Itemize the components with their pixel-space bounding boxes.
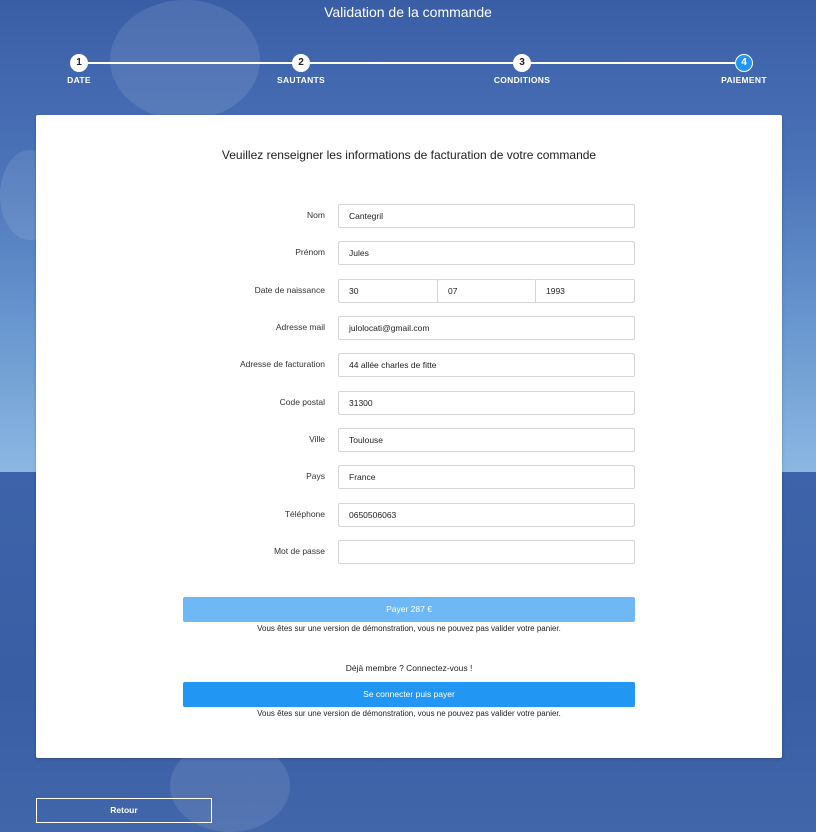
member-prompt: Déjà membre ? Connectez-vous !: [345, 663, 473, 673]
nom-input[interactable]: Cantegril: [338, 204, 635, 228]
connect-and-pay-button[interactable]: Se connecter puis payer: [183, 682, 635, 707]
step-label: SAUTANTS: [276, 75, 326, 85]
email-label: Adresse mail: [275, 322, 325, 332]
row-city: [36, 428, 782, 452]
row-birthdate: [36, 279, 782, 303]
billing-form-card: [36, 115, 782, 758]
step-number: 3: [513, 54, 531, 72]
row-email: [36, 316, 782, 340]
pay-button[interactable]: Payer 287 €: [183, 597, 635, 622]
row-country: [36, 465, 782, 489]
prenom-input[interactable]: Jules: [338, 241, 635, 265]
step-conditions[interactable]: [472, 54, 572, 85]
city-label: Ville: [309, 434, 325, 444]
stepper-track: [79, 62, 744, 64]
step-date[interactable]: [29, 54, 129, 85]
address-input[interactable]: 44 allée charles de fitte: [338, 353, 635, 377]
step-sautants[interactable]: [251, 54, 351, 85]
row-address: [36, 353, 782, 377]
email-input[interactable]: julolocati@gmail.com: [338, 316, 635, 340]
phone-label: Téléphone: [284, 509, 325, 519]
step-number: 2: [292, 54, 310, 72]
row-password: [36, 540, 782, 564]
address-label: Adresse de facturation: [239, 359, 325, 369]
step-label: PAIEMENT: [721, 75, 767, 85]
row-prenom: [36, 241, 782, 265]
row-phone: [36, 503, 782, 527]
birth-year-input[interactable]: 1993: [535, 279, 635, 303]
row-postal: [36, 391, 782, 415]
step-label: CONDITIONS: [493, 75, 551, 85]
row-nom: [36, 204, 782, 228]
demo-notice: Vous êtes sur une version de démonstration, vous ne pouvez pas valider votre panier.: [257, 709, 561, 718]
nom-label: Nom: [307, 210, 325, 220]
city-input[interactable]: Toulouse: [338, 428, 635, 452]
demo-notice: Vous êtes sur une version de démonstration, vous ne pouvez pas valider votre panier.: [257, 624, 561, 633]
birthdate-label: Date de naissance: [254, 285, 325, 295]
password-label: Mot de passe: [273, 546, 325, 556]
country-input[interactable]: France: [338, 465, 635, 489]
birth-day-input[interactable]: 30: [338, 279, 438, 303]
page-title: Validation de la commande: [324, 4, 492, 20]
phone-input[interactable]: 0650506063: [338, 503, 635, 527]
step-paiement[interactable]: [694, 54, 794, 85]
prenom-label: Prénom: [295, 247, 325, 257]
step-number: 1: [70, 54, 88, 72]
form-title: Veuillez renseigner les informations de facturation de votre commande: [221, 148, 597, 162]
password-input[interactable]: [338, 540, 635, 564]
postal-input[interactable]: 31300: [338, 391, 635, 415]
birth-month-input[interactable]: 07: [437, 279, 536, 303]
country-label: Pays: [306, 471, 325, 481]
step-number-active: 4: [735, 54, 753, 72]
postal-label: Code postal: [279, 397, 325, 407]
back-button[interactable]: Retour: [36, 798, 212, 823]
step-label: DATE: [67, 75, 91, 85]
